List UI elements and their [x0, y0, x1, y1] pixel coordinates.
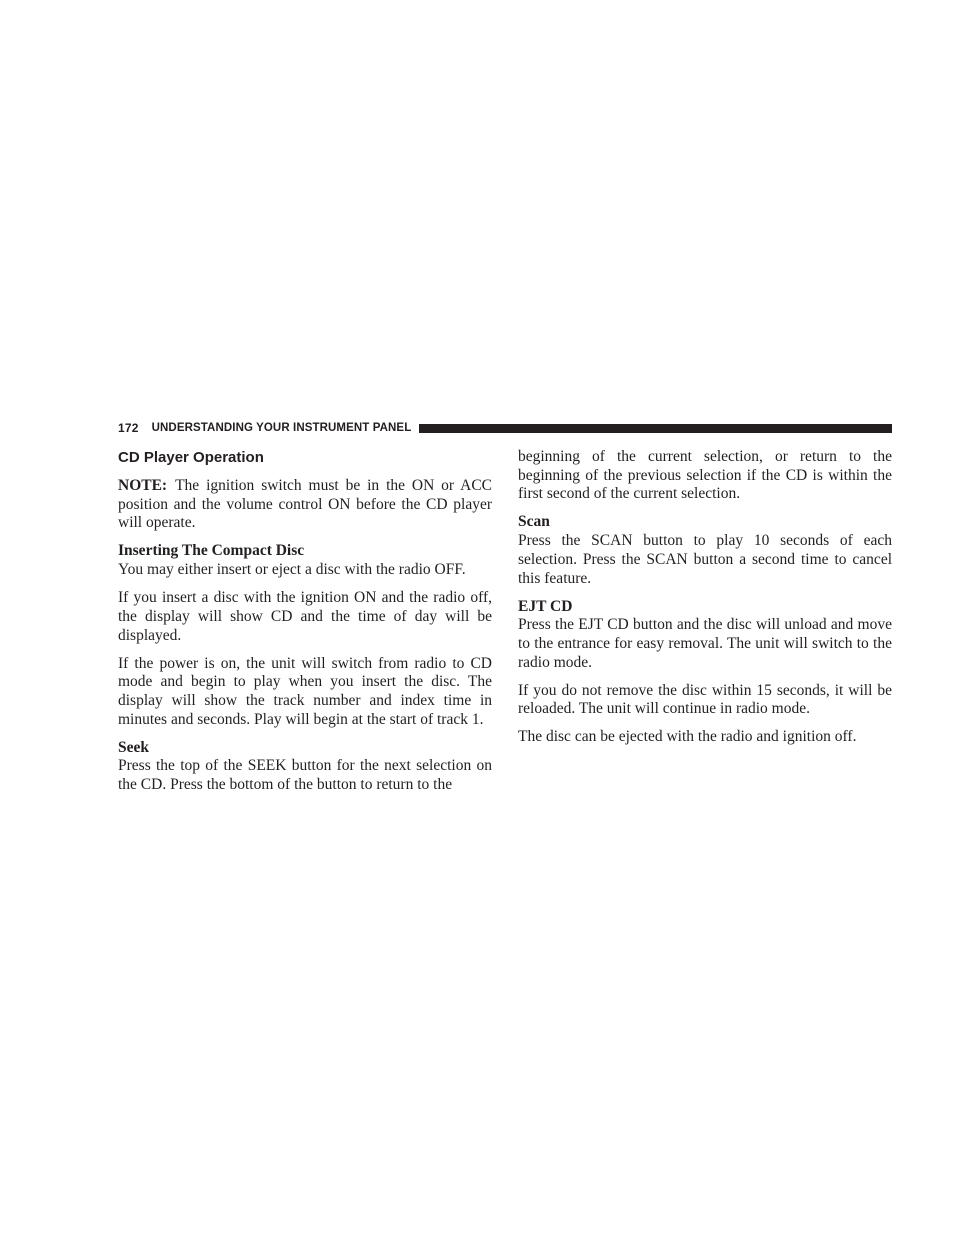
- note-label: NOTE:: [118, 477, 168, 494]
- inserting-paragraph-1: You may either insert or eject a disc with the radio OFF.: [118, 561, 466, 579]
- page-header: [118, 419, 892, 437]
- left-column: [118, 448, 492, 804]
- note-paragraph: [118, 477, 492, 533]
- scan-paragraph: Press the SCAN button to play 10 seconds of each selection. Press the SCAN button a second time to cancel this feature.: [518, 532, 892, 587]
- page-number: 172: [118, 421, 139, 435]
- ejt-paragraph-1: Press the EJT CD button and the disc will unload and move to the entrance for easy removal. The unit will switch to the radio mode.: [518, 616, 892, 671]
- inserting-paragraph-2: If you insert a disc with the ignition ON and the radio off, the display will show CD and the time of day will be displayed.: [118, 589, 492, 644]
- note-text: The ignition switch must be in the ON or ACC position and the volume control ON before the CD player will operate.: [118, 477, 492, 532]
- header-rule: [419, 424, 892, 433]
- inserting-heading: Inserting The Compact Disc: [118, 542, 305, 560]
- ejt-paragraph-3: The disc can be ejected with the radio and ignition off.: [518, 728, 857, 746]
- right-column: [518, 448, 892, 756]
- inserting-paragraph-3: If the power is on, the unit will switch from radio to CD mode and begin to play when you insert the disc. The display will show the track number and index time in minutes and seconds. Play will begin at the start of track 1.: [118, 654, 492, 728]
- ejt-cd-heading: EJT CD: [518, 597, 573, 615]
- ejt-paragraph-2: If you do not remove the disc within 15 seconds, it will be reloaded. The unit will continue in radio mode.: [518, 681, 892, 718]
- seek-paragraph: Press the top of the SEEK button for the next selection on the CD. Press the bottom of the button to return to the: [118, 757, 492, 794]
- section-title: UNDERSTANDING YOUR INSTRUMENT PANEL: [151, 422, 412, 434]
- scan-heading: Scan: [518, 513, 550, 531]
- seek-continued-paragraph: beginning of the current selection, or return to the beginning of the previous selection if the CD is within the first second of the current selection.: [518, 448, 892, 503]
- seek-heading: Seek: [118, 738, 149, 756]
- cd-player-heading: CD Player Operation: [118, 449, 264, 466]
